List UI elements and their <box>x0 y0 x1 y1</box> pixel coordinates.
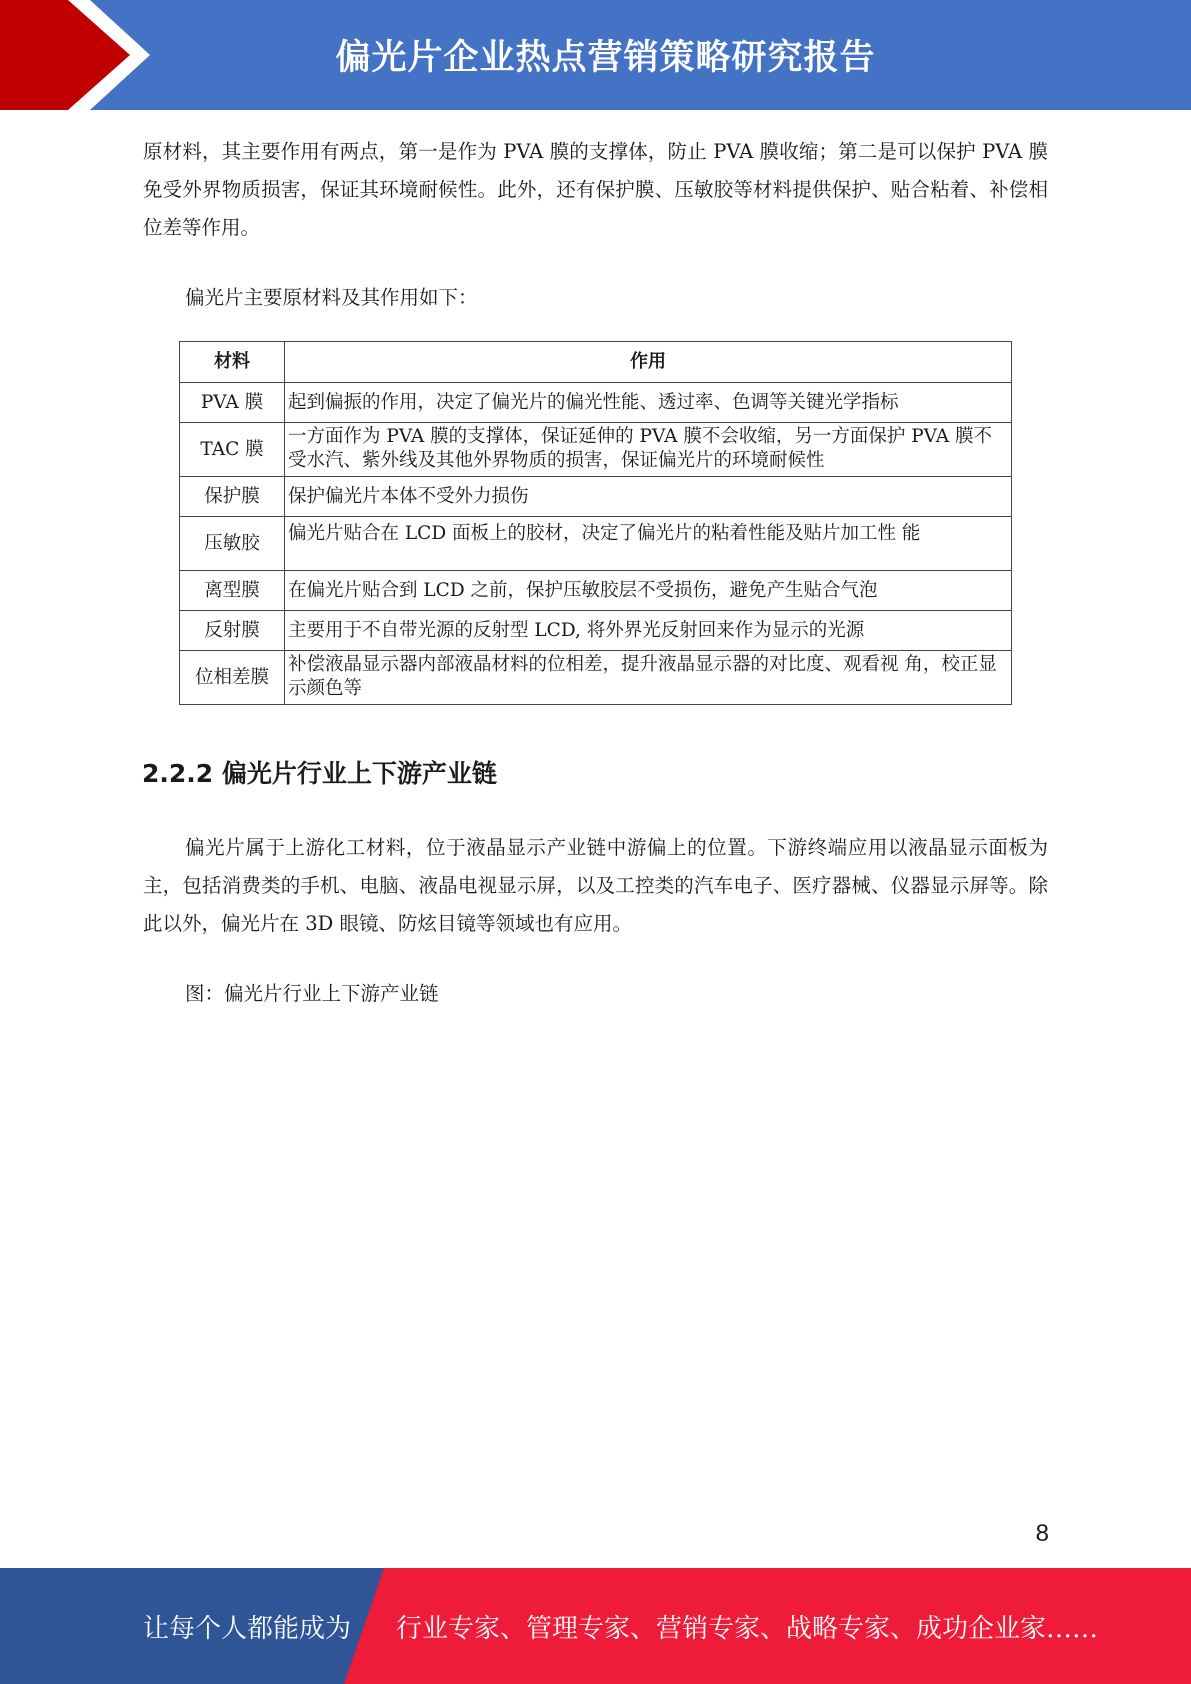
figure-caption: 图：偏光片行业上下游产业链 <box>185 982 439 1005</box>
intro-paragraph: 原材料，其主要作用有两点，第一是作为 PVA 膜的支撑体，防止 PVA 膜收缩；第二是可以保护 PVA 膜免受外界物质损害，保证其环境耐候性。此外，还有保护膜、压敏胶等材料提供保护、贴合粘着、补偿相位差等作用。 <box>143 140 1048 239</box>
function-cell: 起到偏振的作用，决定了偏光片的偏光性能、透过率、色调等关键光学指标 <box>285 383 1012 423</box>
footer-slogan-right: 行业专家、管理专家、营销专家、战略专家、成功企业家…… <box>396 1613 1099 1644</box>
section-paragraph: 偏光片属于上游化工材料，位于液晶显示产业链中游偏上的位置。下游终端应用以液晶显示面板为主，包括消费类的手机、电脑、液晶电视显示屏，以及工控类的汽车电子、医疗器械、仪器显示屏等。除此以外，偏光片在 3D 眼镜、防炫目镜等领域也有应用。 <box>143 836 1048 935</box>
material-cell: PVA 膜 <box>180 383 285 423</box>
table-row <box>180 611 1012 651</box>
page-header <box>0 0 1191 110</box>
table-row <box>180 571 1012 611</box>
table-row <box>180 651 1012 705</box>
function-cell: 一方面作为 PVA 膜的支撑体，保证延伸的 PVA 膜不会收缩，另一方面保护 PVA 膜不受水汽、紫外线及其他外界物质的损害，保证偏光片的环境耐候性 <box>285 423 1012 477</box>
material-cell: 离型膜 <box>180 571 285 611</box>
function-cell: 在偏光片贴合到 LCD 之前，保护压敏胶层不受损伤，避免产生贴合气泡 <box>285 571 1012 611</box>
material-cell: 反射膜 <box>180 611 285 651</box>
table-header-row <box>180 342 1012 383</box>
report-title: 偏光片企业热点营销策略研究报告 <box>335 38 876 78</box>
section-heading: 2.2.2 偏光片行业上下游产业链 <box>142 759 497 788</box>
function-cell: 补偿液晶显示器内部液晶材料的位相差，提升液晶显示器的对比度、观看视 角，校正显示颜色等 <box>285 651 1012 705</box>
table-row <box>180 383 1012 423</box>
function-cell: 偏光片贴合在 LCD 面板上的胶材，决定了偏光片的粘着性能及贴片加工性 能 <box>285 517 1012 571</box>
material-cell: TAC 膜 <box>180 423 285 477</box>
footer-slogan-left: 让每个人都能成为 <box>143 1613 352 1644</box>
table-caption: 偏光片主要原材料及其作用如下： <box>185 286 478 309</box>
function-cell: 保护偏光片本体不受外力损伤 <box>285 477 1012 517</box>
materials-table <box>179 341 1012 705</box>
page-footer <box>0 1568 1191 1684</box>
header-function: 作用 <box>285 342 1012 383</box>
function-cell: 主要用于不自带光源的反射型 LCD, 将外界光反射回来作为显示的光源 <box>285 611 1012 651</box>
material-cell: 保护膜 <box>180 477 285 517</box>
material-cell: 压敏胶 <box>180 517 285 571</box>
material-cell: 位相差膜 <box>180 651 285 705</box>
table-row <box>180 423 1012 477</box>
page-number: 8 <box>1035 1520 1049 1547</box>
table-row <box>180 517 1012 571</box>
table-row <box>180 477 1012 517</box>
header-material: 材料 <box>180 342 285 383</box>
